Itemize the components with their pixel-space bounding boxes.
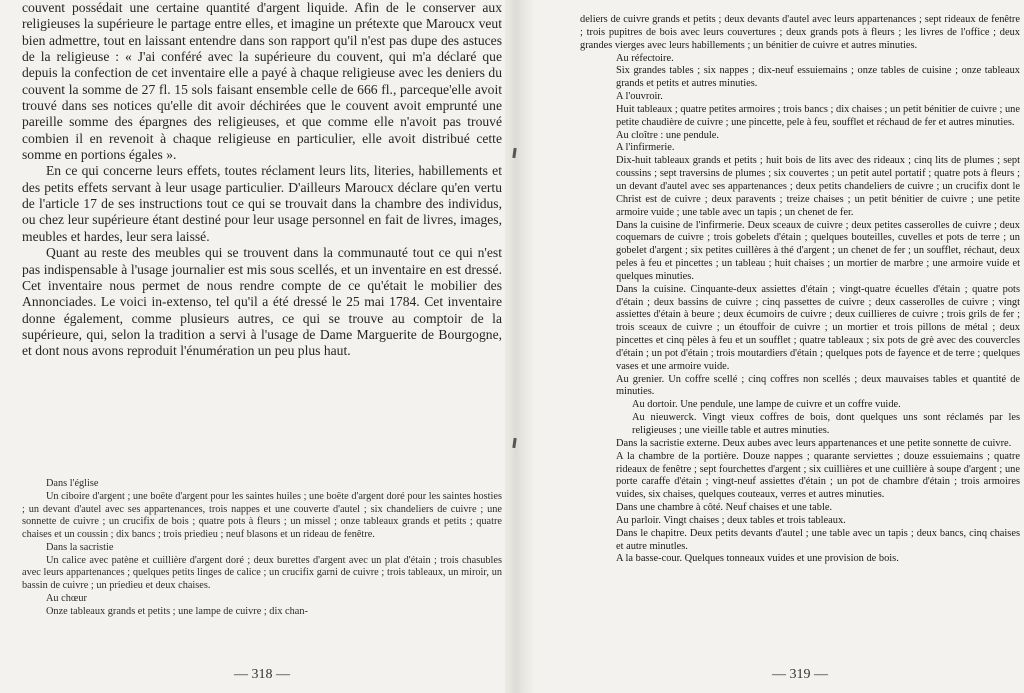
paragraph: couvent possédait une certaine quantité d'argent liquide. Afin de le conserver aux religieuses la supérieure le partage entre elles, et imagine un prétexte que Maroucx veut bien admettre, tout en laissant entendre dans son rapport qu'il n'est pas dupe des astuces de la religieuse : « J'ai conféré avec la supérieure du couvent, qui m'a déclaré que depuis la confection de cet inventaire elle a payé à chaque religieuse avec les deniers du couvent la somme de 27 fl. 15 sols faisant ensemble celle de 666 fl., parceque'elle avoit trouvé dans ses notices qu'elle dit avoir déchirées que le couvent avoit emprunté une pareille somme des épargnes des religieuses, et que comme elle n'avoit pas trouvé combien il en revenoit à chaque religieuse en particulier, elle avoit distribué cette somme en portions égales ». <box>22 0 502 163</box>
left-page <box>22 0 502 693</box>
inventory-entry: Au dortoir. Une pendule, une lampe de cuivre et un coffre vuide. <box>632 399 901 411</box>
inventory-entry: Onze tableaux grands et petits ; une lampe de cuivre ; dix chan- <box>46 605 308 617</box>
inventory-entry: Dix-huit tableaux grands et petits ; huit bois de lits avec des rideaux ; cinq lits de plumes ; sept coussins ; sept traversins de plumes ; six couvertes ; un petit autel portatif ; quatre pots à fleurs ; un devant d'autel avec ses appartenances ; deux petits chandeliers de cuivre ; un crucifix dont le Christ est de cuivre ; deux paravents ; treize chaises ; un petit bénitier de cuivre ; une petite armoire vuide ; une table avec un tapis ; un chenet de fer. <box>616 155 1020 218</box>
inventory-right <box>580 0 1020 566</box>
inventory-left <box>22 478 502 618</box>
inventory-entry: A la chambre de la portière. Douze nappes ; quarante serviettes ; douze essuiemains ; quatre rideaux de fenêtre ; sept fourchettes d'argent ; six cuillières et une cuillière à soupe d'argent ; une porte caraffe d'étain ; vingt-neuf assiettes d'étain ; un pot de chambre d'étain ; trois armoires vuides, six chaises, quelques couteaux, verres et autres minuties. <box>616 450 1020 501</box>
inventory-entry: Dans la sacristie externe. Deux aubes avec leurs appartenances et une petite sonnette de cuivre. <box>616 437 1012 449</box>
inventory-entry: Au grenier. Un coffre scellé ; cinq coffres non scellés ; deux mauvaises tables et quantité de minuties. <box>616 373 1020 398</box>
inventory-entry: Six grandes tables ; six nappes ; dix-neuf essuiemains ; onze tables de cuisine ; onze tableaux grands et petits et autres minuties. <box>616 65 1020 90</box>
inventory-entry: A l'infirmerie. <box>616 142 675 154</box>
inventory-entry: A la basse-cour. Quelques tonneaux vuides et une provision de bois. <box>616 553 899 565</box>
inventory-entry: Dans la cuisine de l'infirmerie. Deux sceaux de cuivre ; deux petites casserolles de cuivre ; deux coquemars de cuivre ; trois gobelets d'étain ; quelques bouteilles, cuvelles et pots de terre ; un gobelet d'argent ; six petites cuillères à thé d'argent ; un chenet de fer ; un soufflet, réchaut, deux peles à feu et pincettes ; un tableau ; huit chaises ; un mortier de marbre ; une armoire vuide et quelques minuties. <box>616 219 1020 282</box>
inventory-entry: Un ciboire d'argent ; une boëte d'argent pour les saintes huiles ; une boëte d'argent doré pour les saintes hosties ; un devant d'autel avec ses appartenances, trois nappes et une couverte d'autel ; six chandeliers de cuivre ; une sonnette de cuivre ; un crucifix de bois ; quatre pots à fleurs ; un missel ; onze tableaux grands et petits ; quatre chaises et un coussin ; dix bancs ; trois priedieu ; neuf blasons et un rideau de fenêtre. <box>22 490 502 540</box>
inventory-entry: Au réfectoire. <box>616 52 674 64</box>
inventory-entry: Dans le chapitre. Deux petits devants d'autel ; une table avec un tapis ; deux bancs, cinq chaises et autre minutles. <box>616 527 1020 552</box>
inventory-heading: Dans l'église <box>46 478 99 489</box>
inventory-entry: Au cloître : une pendule. <box>616 129 720 141</box>
book-gutter <box>505 0 533 693</box>
paragraph: En ce qui concerne leurs effets, toutes réclament leurs lits, literies, habillements et des petits effets servant à leur usage particulier. D'ailleurs Maroucx déclare qu'en vertu de l'article 17 de ses instructions tout ce qui se trouvait dans la chambre des individus, ou chez leur supérieure étant destiné pour leur usage personnel en fait de livres, images, meubles et hardes, leur sera laissé. <box>22 163 502 244</box>
inventory-entry: deliers de cuivre grands et petits ; deux devants d'autel avec leurs appartenances ; sept rideaux de fenêtre ; trois pupitres de bois avec leurs couvertures ; deux grands pots à fleurs ; les livres de l'office ; deux grandes vierges avec leurs habillements ; un bénitier de cuivre et autres minuties. <box>580 14 1020 51</box>
right-page <box>580 0 1020 693</box>
paragraph: Quant au reste des meubles qui se trouvent dans la communauté tout ce qui n'est pas indispensable à l'usage journalier est mis sous scellés, et un inventaire en est dressé. Cet inventaire nous permet de nous rendre compte de ce qu'était le mobilier des Annonciades. Le voici in-extenso, tel qu'il a été dressé le 25 mai 1784. Cet inventaire donne également, comme plusieurs autres, ce qui se trouve au comptoir de la supérieure, qui, selon la tradition a servi à l'usage de Dame Marguerite de Bourgogne, et dont nous avons reproduit l'énumération un peu plus haut. <box>22 245 502 359</box>
inventory-entry: Au nieuwerck. Vingt vieux coffres de bois, dont quelques uns sont réclamés par les religieuses ; une vieille table et autres minuties. <box>632 412 1020 436</box>
inventory-entry: A l'ouvroir. <box>616 91 663 103</box>
inventory-heading: Dans la sacristie <box>46 541 114 553</box>
page-number: — 319 — <box>772 667 828 682</box>
left-body-text <box>22 0 502 360</box>
inventory-heading: Au chœur <box>46 592 87 604</box>
inventory-entry: Au parloir. Vingt chaises ; deux tables et trois tableaux. <box>616 514 846 526</box>
inventory-entry: Dans la cuisine. Cinquante-deux assiettes d'étain ; vingt-quatre écuelles d'étain ; quatre pots d'étain ; deux bassins de cuivre ; cinq passettes de cuivre ; deux casserolles de cuivre ; vingt assiettes d'étain à beure ; deux écumoirs de cuivre ; deux cuillieres de cuivre ; trois grils de fer ; trois sceaux de cuivre ; un étouffoir de cuivre ; un mortier et trois pillons de métal ; deux pincettes et cinq pèles à feu et un soufflet ; quatre tableaux ; six pots de grè avec des couvercles d'étain ; un pot d'étain ; trois moutardiers d'étain ; quelques pots de fayence et de terre ; quelques vases et une armoire vuide. <box>616 283 1020 372</box>
page-number: — 318 — <box>234 667 290 682</box>
inventory-entry: Dans une chambre à côté. Neuf chaises et une table. <box>616 502 833 514</box>
inventory-entry: Huit tableaux ; quatre petites armoires ; trois bancs ; dix chaises ; un petit bénitier de cuivre ; une petite chaudière de cuivre ; une pincette, pele à feu, soufflet et réchaud de fer et autres minuties. <box>616 103 1020 128</box>
inventory-entry: Un calice avec patène et cuillière d'argent doré ; deux burettes d'argent avec un plat d'étain ; trois chasubles avec leurs appartenances ; quelques petits linges de calice ; un crucifix garni de cuivre ; trois tableaux, un miroir, un bassin de cuivre ; un priedieu et deux chaises. <box>22 554 502 591</box>
